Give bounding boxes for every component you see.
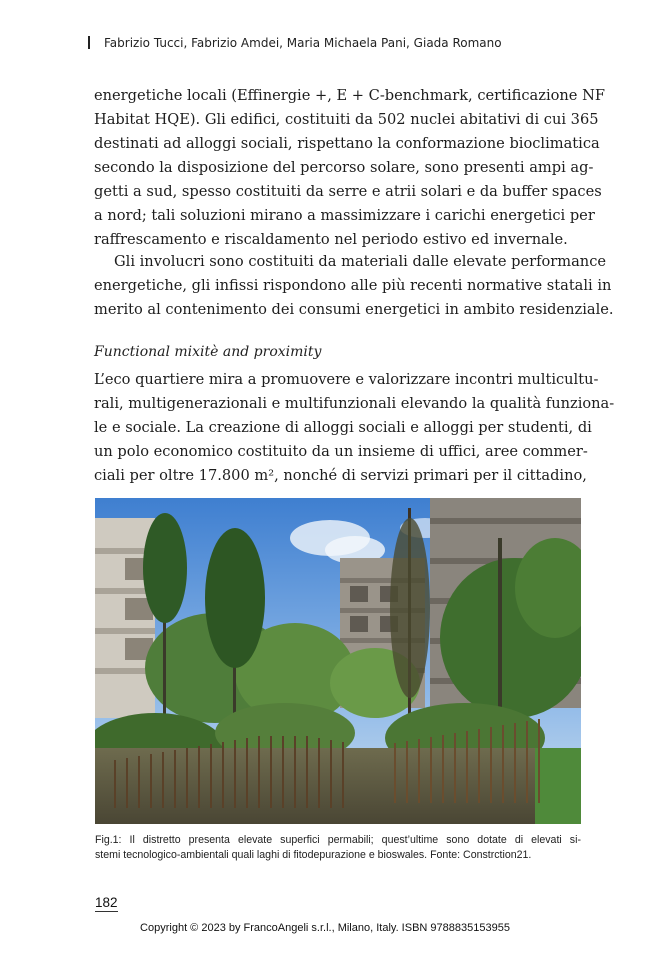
- text-line: un polo economico costituito da un insieme di uffici, aree commer-: [94, 443, 588, 460]
- running-head: [88, 36, 502, 50]
- text-line: a nord; tali soluzioni mirano a massimizzare i carichi energetici per: [94, 207, 595, 224]
- text-line: L’eco quartiere mira a promuovere e valorizzare incontri multicultu-: [94, 371, 599, 388]
- text-line: raffrescamento e riscaldamento nel periodo estivo ed invernale.: [94, 231, 568, 248]
- text-line: energetiche locali (Effinergie +, E + C-benchmark, certificazione NF: [94, 87, 605, 104]
- page-number: 182: [95, 895, 118, 910]
- section-heading: Functional mixitè and proximity: [94, 344, 322, 360]
- figure-caption: [95, 833, 581, 863]
- paragraph-2: [94, 250, 614, 322]
- text-line: Habitat HQE). Gli edifici, costituiti da 502 nuclei abitativi di cui 365: [94, 111, 599, 128]
- text-line: destinati ad alloggi sociali, rispettano la conformazione bioclimatica: [94, 135, 600, 152]
- text-line: getti a sud, spesso costituiti da serre e atrii solari e da buffer spaces: [94, 183, 602, 200]
- caption-line: Fig.1: Il distretto presenta elevate superfici permabili; quest’ultime sono dotate di elevati si-: [95, 834, 581, 846]
- text-line: ciali per oltre 17.800 m², nonché di servizi primari per il cittadino,: [94, 467, 587, 484]
- paragraph-1: [94, 84, 605, 252]
- text-line: energetiche, gli infissi rispondono alle più recenti normative statali in: [94, 277, 612, 294]
- text-line: merito al contenimento dei consumi energetici in ambito residenziale.: [94, 301, 614, 318]
- copyright-notice: Copyright © 2023 by FrancoAngeli s.r.l., Milano, Italy. ISBN 9788835153955: [140, 922, 510, 934]
- header-rule: [88, 36, 90, 49]
- text-line: secondo la disposizione del percorso solare, sono presenti ampi ag-: [94, 159, 594, 176]
- paragraph-3: [94, 368, 615, 488]
- text-line: le e sociale. La creazione di alloggi sociali e alloggi per studenti, di: [94, 419, 592, 436]
- text-line: Gli involucri sono costituiti da materiali dalle elevate performance: [114, 253, 607, 270]
- text-line: rali, multigenerazionali e multifunzionali elevando la qualità funziona-: [94, 395, 615, 412]
- header-authors: Fabrizio Tucci, Fabrizio Amdei, Maria Michaela Pani, Giada Romano: [104, 36, 502, 50]
- caption-line: stemi tecnologico-ambientali quali laghi di fitodepurazione e bioswales. Fonte: Constrction21.: [95, 849, 532, 861]
- figure-photo: [95, 498, 581, 824]
